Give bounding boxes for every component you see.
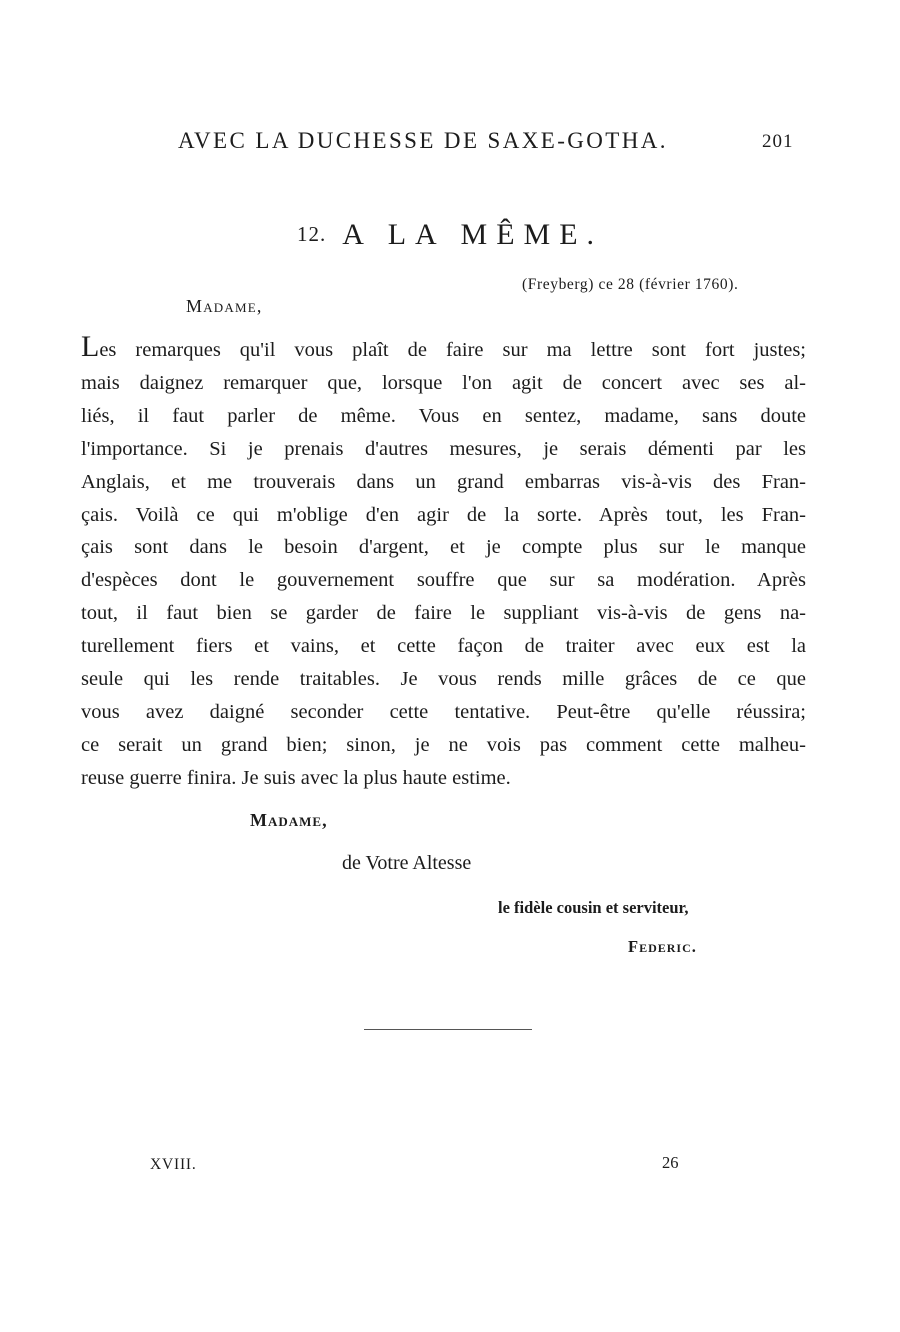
closing-title: le fidèle cousin et serviteur, — [498, 898, 689, 917]
letter-body — [81, 330, 806, 795]
letter-number: 12. — [296, 222, 327, 246]
volume-mark: XVIII. — [150, 1156, 197, 1173]
salutation: Madame, — [186, 296, 263, 316]
body-line: vous avez daigné seconder cette tentative. Peut-être qu'elle réussira; — [81, 700, 806, 723]
drop-initial: L — [81, 330, 100, 363]
letter-title — [0, 218, 900, 252]
body-line-text: es remarques qu'il vous plaît de faire sur ma lettre sont fort justes; — [99, 339, 806, 361]
body-line — [81, 330, 806, 367]
signature-mark: 26 — [662, 1153, 679, 1172]
body-line: seule qui les rende traitables. Je vous rends mille grâces de ce que — [81, 668, 806, 691]
body-line: mais daignez remarquer que, lorsque l'on agit de concert avec ses al- — [81, 371, 806, 394]
body-line: liés, il faut parler de même. Vous en sentez, madame, sans doute — [81, 404, 806, 427]
running-title: AVEC LA DUCHESSE DE SAXE-GOTHA. — [178, 128, 668, 153]
section-rule — [364, 1029, 532, 1030]
closing-line: de Votre Altesse — [342, 852, 472, 874]
closing-salutation: Madame, — [250, 810, 328, 830]
body-line: çais. Voilà ce qui m'oblige d'en agir de la sorte. Après tout, les Fran- — [81, 503, 806, 526]
letter-heading: A LA MÊME. — [342, 218, 604, 251]
body-line: ce serait un grand bien; sinon, je ne vois pas comment cette malheu- — [81, 733, 806, 756]
page-number: 201 — [762, 131, 794, 152]
signature: Federic. — [628, 937, 697, 956]
body-line: l'importance. Si je prenais d'autres mesures, je serais démenti par les — [81, 437, 806, 460]
dateline: (Freyberg) ce 28 (février 1760). — [522, 276, 739, 293]
body-line: tout, il faut bien se garder de faire le suppliant vis-à-vis de gens na- — [81, 602, 806, 625]
body-line: çais sont dans le besoin d'argent, et je compte plus sur le manque — [81, 536, 806, 559]
body-line: turellement fiers et vains, et cette façon de traiter avec eux est la — [81, 635, 806, 658]
body-line: reuse guerre finira. Je suis avec la plus haute estime. — [81, 766, 511, 789]
running-head — [0, 128, 900, 158]
body-line: Anglais, et me trouverais dans un grand embarras vis-à-vis des Fran- — [81, 470, 806, 493]
body-line: d'espèces dont le gouvernement souffre que sur sa modération. Après — [81, 569, 806, 592]
